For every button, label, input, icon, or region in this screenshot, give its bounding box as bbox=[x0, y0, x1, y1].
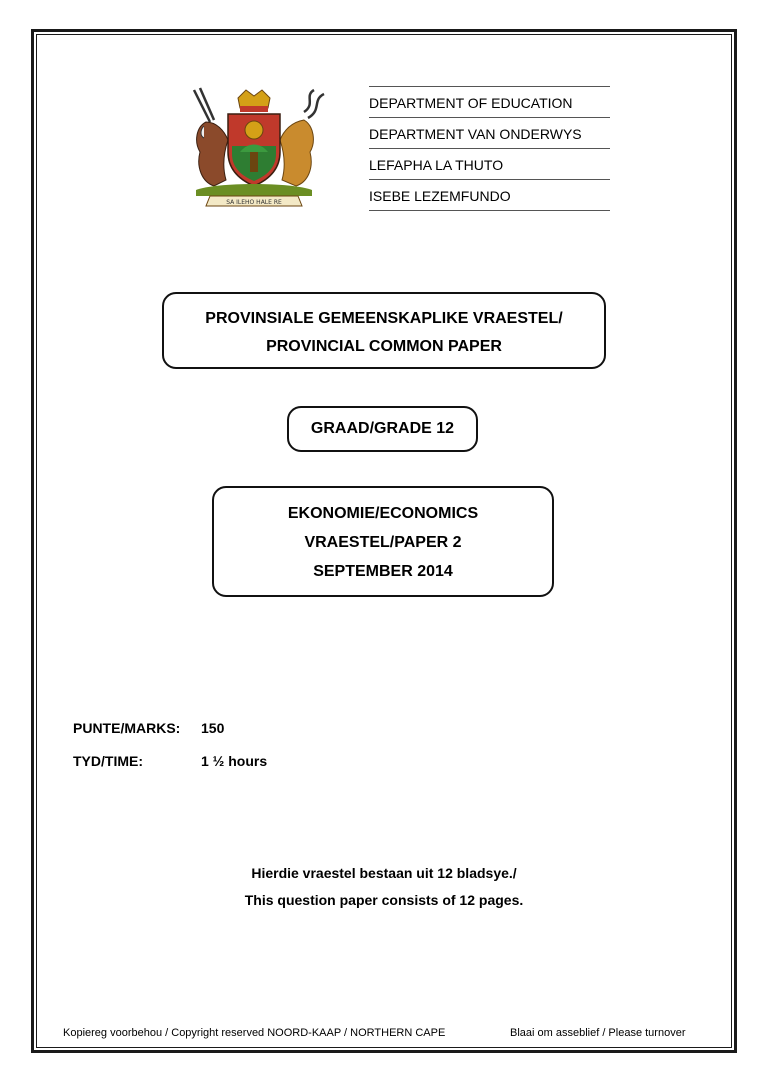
page-count-english: This question paper consists of 12 pages. bbox=[244, 892, 524, 908]
marks-row bbox=[73, 720, 224, 736]
subject-box bbox=[212, 486, 554, 597]
time-row bbox=[73, 753, 267, 769]
time-label: TYD/TIME: bbox=[73, 753, 143, 769]
crest-motto: SA ILEHO HALE RE bbox=[226, 199, 282, 206]
paper-type-afrikaans: PROVINSIALE GEMEENSKAPLIKE VRAESTEL/ bbox=[205, 310, 563, 327]
coat-of-arms-icon bbox=[176, 82, 332, 212]
paper-type-english: PROVINCIAL COMMON PAPER bbox=[266, 338, 502, 355]
paper-type-box bbox=[162, 292, 606, 369]
grade-box bbox=[287, 406, 478, 452]
footer-turnover: Blaai om asseblief / Please turnover bbox=[510, 1027, 686, 1039]
marks-value: 150 bbox=[201, 720, 225, 736]
marks-label: PUNTE/MARKS: bbox=[73, 720, 181, 736]
time-value: 1 ½ hours bbox=[201, 753, 268, 769]
footer-copyright: Kopiereg voorbehou / Copyright reserved NOORD-KAAP / NORTHERN CAPE bbox=[63, 1027, 446, 1039]
grade-label: GRAAD/GRADE 12 bbox=[310, 420, 455, 437]
exam-date: SEPTEMBER 2014 bbox=[313, 563, 453, 580]
page-count-afrikaans: Hierdie vraestel bestaan uit 12 bladsye./ bbox=[251, 865, 517, 881]
department-line-english: DEPARTMENT OF EDUCATION bbox=[369, 87, 610, 118]
paper-number: VRAESTEL/PAPER 2 bbox=[304, 534, 462, 551]
department-line-afrikaans: DEPARTMENT VAN ONDERWYS bbox=[369, 118, 610, 149]
department-line-isixhosa: ISEBE LEZEMFUNDO bbox=[369, 180, 610, 211]
department-line-sesotho: LEFAPHA LA THUTO bbox=[369, 149, 610, 180]
subject-title: EKONOMIE/ECONOMICS bbox=[287, 505, 479, 522]
department-names bbox=[369, 86, 610, 211]
